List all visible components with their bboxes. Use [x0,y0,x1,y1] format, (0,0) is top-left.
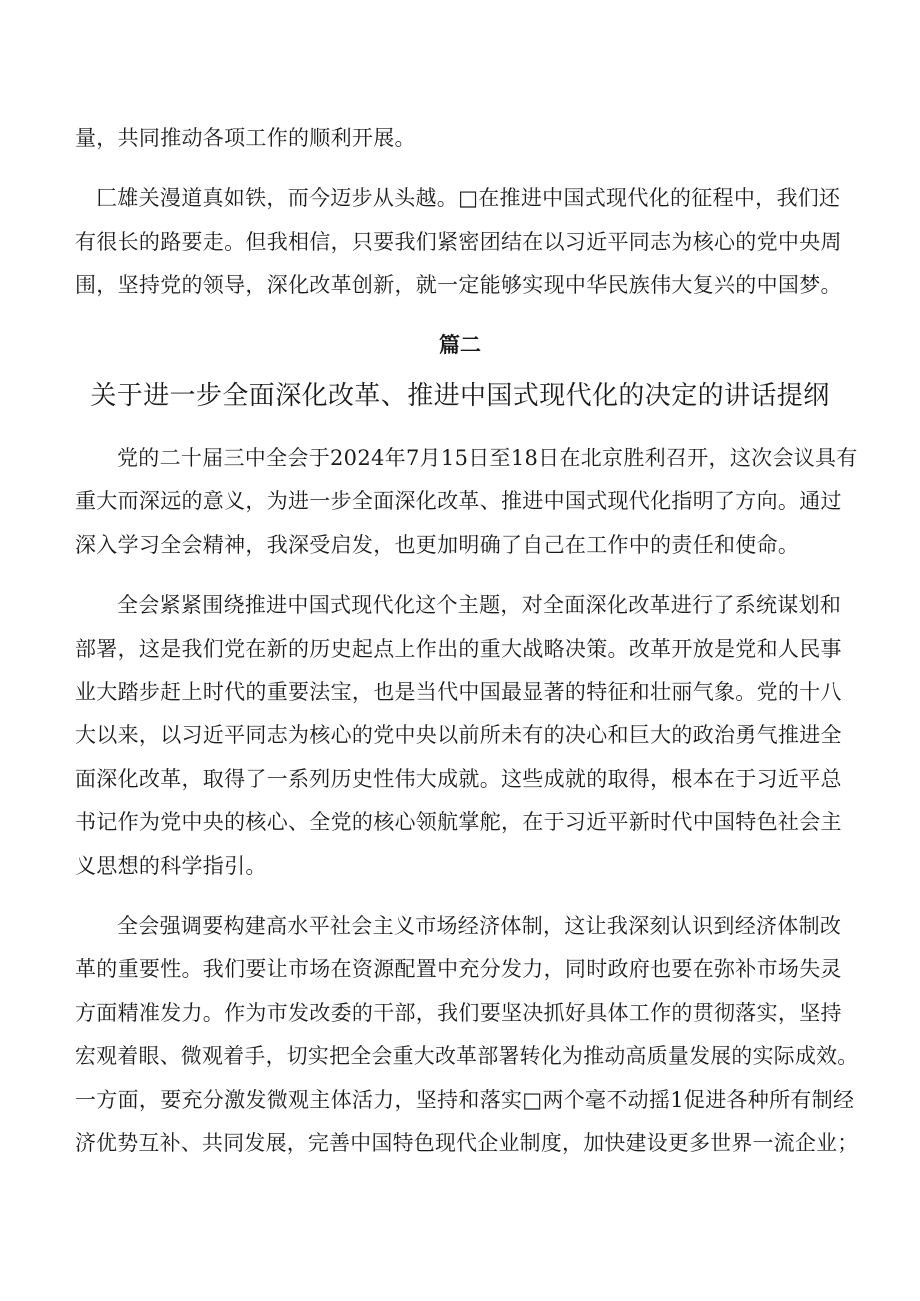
section-heading: 篇二 [439,332,481,357]
paragraph-line: 济优势互补、共同发展，完善中国特色现代企业制度，加快建设更多世界一流企业； [75,1131,859,1155]
paragraph-line: 全会强调要构建高水平社会主义市场经济体制，这让我深刻认识到经济体制改 [117,914,842,938]
paragraph-line: 一方面，要充分激发微观主体活力，坚持和落实□两个毫不动摇1促进各种所有制经 [75,1088,855,1112]
paragraph-line: 围，坚持党的领导，深化改革创新，就一定能够实现中华民族伟大复兴的中国梦。 [75,273,842,297]
paragraph-line: 宏观着眼、微观着手，切实把全会重大改革部署转化为推动高质量发展的实际成效。 [75,1044,859,1068]
paragraph-line: 书记作为党中央的核心、全党的核心领航掌舵，在于习近平新时代中国特色社会主 [75,810,842,834]
paragraph-line: 大以来，以习近平同志为核心的党中央以前所未有的决心和巨大的政治勇气推进全 [75,723,842,747]
paragraph-line: 全会紧紧围绕推进中国式现代化这个主题，对全面深化改革进行了系统谋划和 [117,593,842,617]
document-title: 关于进一步全面深化改革、推进中国式现代化的决定的讲话提纲 [90,381,830,411]
paragraph-line: 义思想的科学指引。 [75,854,267,878]
paragraph-line: 党的二十届三中全会于2024年7月15日至18日在北京胜利召开，这次会议具有 [117,446,858,470]
paragraph-line: 重大而深远的意义，为进一步全面深化改革、推进中国式现代化指明了方向。通过 [75,489,842,513]
paragraph-line: 方面精准发力。作为市发改委的干部，我们要坚决抓好具体工作的贯彻落实，坚持 [75,1001,842,1025]
paragraph-line: 业大踏步赶上时代的重要法宝，也是当代中国最显著的特征和壮丽气象。党的十八 [75,680,842,704]
paragraph-line: 革的重要性。我们要让市场在资源配置中充分发力，同时政府也要在弥补市场失灵 [75,957,842,981]
paragraph-line: 量，共同推动各项工作的顺利开展。 [75,126,416,150]
paragraph-line: 部署，这是我们党在新的历史起点上作出的重大战略决策。改革开放是党和人民事 [75,637,842,661]
paragraph-line: 有很长的路要走。但我相信，只要我们紧密团结在以习近平同志为核心的党中央周 [75,230,842,254]
paragraph-line: 深入学习全会精神，我深受启发，也更加明确了自己在工作中的责任和使命。 [75,533,800,557]
paragraph-line: 匚雄关漫道真如铁，而今迈步从头越。□在推进中国式现代化的征程中，我们还 [96,186,841,210]
paragraph-line: 面深化改革，取得了一系列历史性伟大成就。这些成就的取得，根本在于习近平总 [75,767,842,791]
